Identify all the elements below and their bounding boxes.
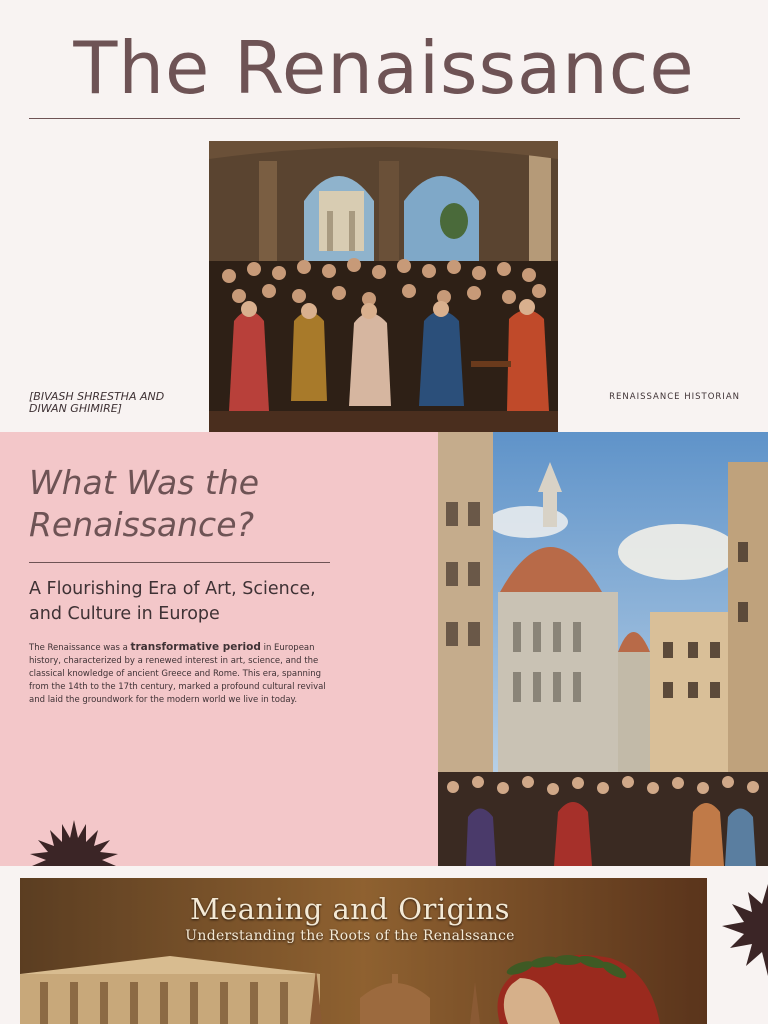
role-label: RENAISSANCE HISTORIAN (609, 392, 740, 402)
meaning-origins-banner (20, 878, 707, 1024)
hero-painting (209, 141, 558, 432)
authors-label: [BIVASH SHRESTHA AND DIWAN GHIMIRE] (29, 390, 165, 415)
banner-title: Meaning and Origins (189, 892, 511, 926)
title-divider (29, 118, 740, 119)
starburst-icon (722, 882, 768, 978)
page-title: The Renaissance (73, 26, 695, 110)
section-heading: What Was the Renaissance? (29, 463, 260, 544)
starburst-icon (28, 818, 120, 866)
section-subheading: A Flourishing Era of Art, Science, and Culture in Europe (29, 579, 316, 624)
section-divider (29, 562, 330, 563)
banner-subtitle: Understanding the Roots of the Renalssance (185, 928, 515, 944)
florence-painting (438, 432, 768, 866)
section-body: The Renaissance was a transformative period in European history, characterized by a renewed interest in art, science, and the classical knowledge of ancient Greece and Rome. This era, spanning from the 14th to the 17th century, marked a profound cultural revival and laid the groundwork for the modern world we live in today. (29, 641, 326, 705)
